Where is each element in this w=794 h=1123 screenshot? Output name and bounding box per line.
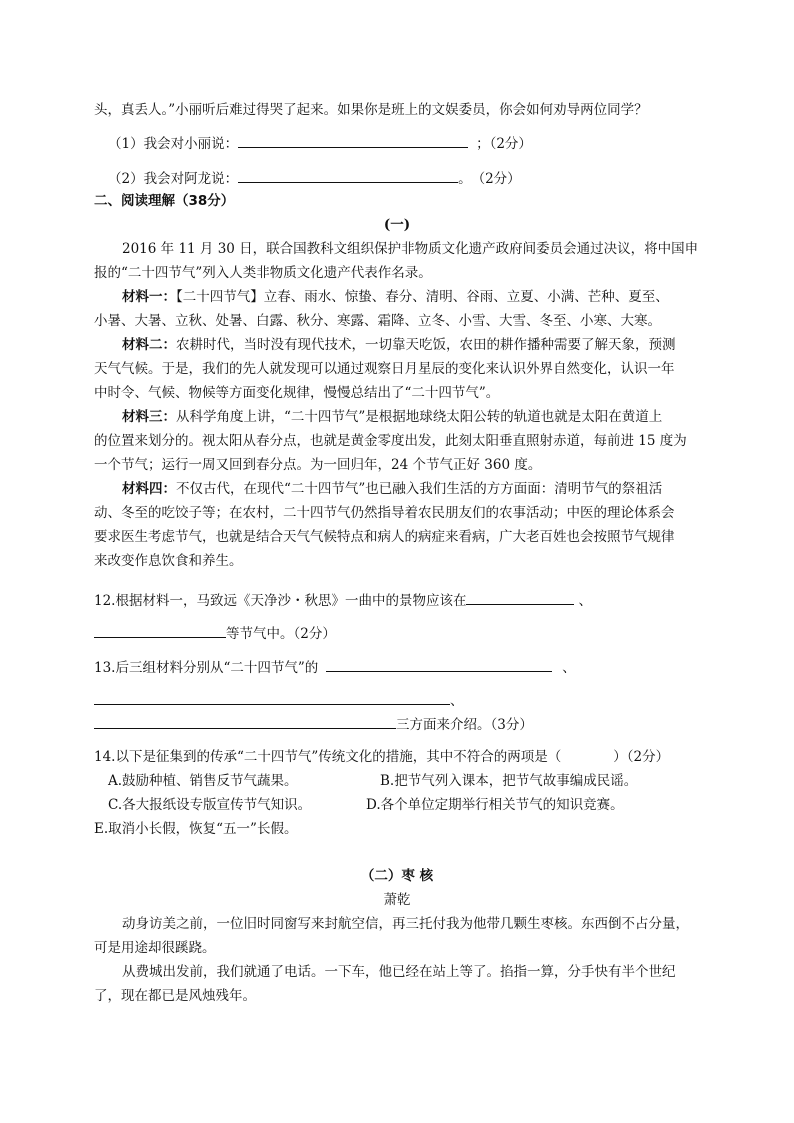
q14-stem-a: 14.以下是征集到的传承“二十四节气”传统文化的措施，其中不符合的两项是（ <box>94 749 562 765</box>
part1-title: (一) <box>383 217 411 233</box>
q11-a-score: ；（2分） <box>476 136 532 152</box>
section2-heading: 二、阅读理解（38分） <box>94 193 235 209</box>
q14-stem <box>94 747 669 767</box>
q11-answer-a <box>108 133 532 154</box>
q13-line2 <box>94 690 464 711</box>
q12-line1 <box>94 590 592 611</box>
q13-blank-1[interactable] <box>326 657 552 672</box>
material2-line3: 中时令、气候、物候等方面变化规律，慢慢总结出了“二十四节气”。 <box>94 385 500 401</box>
q11-answer-b <box>108 168 521 189</box>
material4-line1 <box>122 479 662 499</box>
material1-line1 <box>122 287 669 307</box>
material4-line3: 要求医生考虑节气，也就是结合天气气候特点和病人的病症来看病，广大老百姓也会按照节气规律 <box>94 529 675 545</box>
part2-p1-line2: 可是用途却很蹊跷。 <box>94 940 216 956</box>
material4-line2: 动、冬至的吃饺子等；在农村，二十四节气仍然指导着农民朋友们的农事活动；中医的理论体系会 <box>94 505 675 521</box>
material3-label: 材料三： <box>122 409 176 425</box>
material4-text: 不仅古代，在现代“二十四节气”也已融入我们生活的方方面面：清明节气的祭祖活 <box>176 481 663 497</box>
part2-author: 萧乾 <box>383 892 411 908</box>
part2-p2-line2: 了，现在都已是风烛残年。 <box>94 988 256 1004</box>
q12-blank-1[interactable] <box>466 590 574 605</box>
q14-option-a: A.鼓励种植、销售反节气蔬果。 <box>108 773 298 789</box>
material2-text: 农耕时代，当时没有现代技术，一切靠天吃饭，农田的耕作播种需要了解天象，预测 <box>176 337 676 353</box>
material3-line2: 的位置来划分的。视太阳从春分点，也就是黄金零度出发，此刻太阳垂直照射赤道，每前进 15 度为 <box>94 433 687 449</box>
q14-option-e: E.取消小长假，恢复“五一”长假。 <box>94 821 298 837</box>
part2-title: （二）枣 核 <box>360 868 434 884</box>
q12-blank-2[interactable] <box>94 623 226 638</box>
q14-option-c: C.各大报纸设专版宣传节气知识。 <box>108 797 312 813</box>
material3-line1 <box>122 407 662 427</box>
q13-line3 <box>94 714 533 735</box>
q13-blank-3[interactable] <box>94 714 396 729</box>
material1-line2: 小暑、大暑、立秋、处暑、白露、秋分、寒露、霜降、立冬、小雪、大雪、冬至、小寒、大寒。 <box>94 313 661 329</box>
q11-a-blank[interactable] <box>238 133 468 148</box>
part2-p2-line1: 从费城出发前，我们就通了电话。一下车，他已经在站上等了。掐指一算，分手快有半个世纪 <box>122 964 676 980</box>
material2-label: 材料二： <box>122 337 176 353</box>
part2-p1-line1: 动身访美之前，一位旧时同窗写来封航空信，再三托付我为他带几颗生枣核。东西倒不占分量， <box>122 916 689 932</box>
material3-line3: 一个节气；运行一周又回到春分点。为一回归年，24 个节气正好 360 度。 <box>94 457 542 473</box>
q12-tail: 等节气中。（2分） <box>226 626 336 642</box>
material4-line4: 来改变作息饮食和养生。 <box>94 553 243 569</box>
part1-p1-line1: 2016 年 11 月 30 日，联合国教科文组织保护非物质文化遗产政府间委员会通过决议，将中国申 <box>122 241 699 257</box>
q13-sep1: 、 <box>562 660 576 676</box>
q12-sep: 、 <box>578 593 592 609</box>
q11-a-label: （1）我会对小丽说： <box>108 136 239 152</box>
material4-label: 材料四： <box>122 481 176 497</box>
part1-p1-line2: 报的“二十四节气”列入人类非物质文化遗产代表作名录。 <box>94 265 432 281</box>
q11-b-score: 。 （2分） <box>458 171 521 187</box>
q11-b-blank[interactable] <box>238 168 458 183</box>
q12-stem: 12.根据材料一，马致远《天净沙・秋思》一曲中的景物应该在 <box>94 593 467 609</box>
q13-tail: 三方面来介绍。（3分） <box>396 717 533 733</box>
material2-line1 <box>122 335 676 355</box>
q14-option-b: B.把节气列入课本，把节气故事编成民谣。 <box>380 773 638 789</box>
material1-label: 材料一： <box>122 289 176 305</box>
material3-text: 从科学角度上讲，“二十四节气”是根据地球绕太阳公转的轨道也就是太阳在黄道上 <box>176 409 663 425</box>
q14-stem-b: ）（2分） <box>613 749 670 765</box>
q12-line2 <box>94 623 336 644</box>
q14-option-d: D.各个单位定期举行相关节气的知识竞赛。 <box>366 797 624 813</box>
material1-text: 【二十四节气】立春、雨水、惊蛰、春分、清明、谷雨、立夏、小满、芒种、夏至、 <box>176 289 669 305</box>
q11-b-label: （2）我会对阿龙说： <box>108 171 239 187</box>
intro-tail: 头，真丢人。”小丽听后难过得哭了起来。如果你是班上的文娱委员，你会如何劝导两位同学？ <box>94 102 648 118</box>
material2-line2: 天气气候。于是，我们的先人就发现可以通过观察日月星辰的变化来认识外界自然变化，认识一年 <box>94 361 675 377</box>
q13-blank-2[interactable] <box>94 690 450 705</box>
q13-sep2: 、 <box>450 693 464 709</box>
q13-stem: 13.后三组材料分别从“二十四节气”的 <box>94 660 319 676</box>
q13-line1 <box>94 657 576 678</box>
